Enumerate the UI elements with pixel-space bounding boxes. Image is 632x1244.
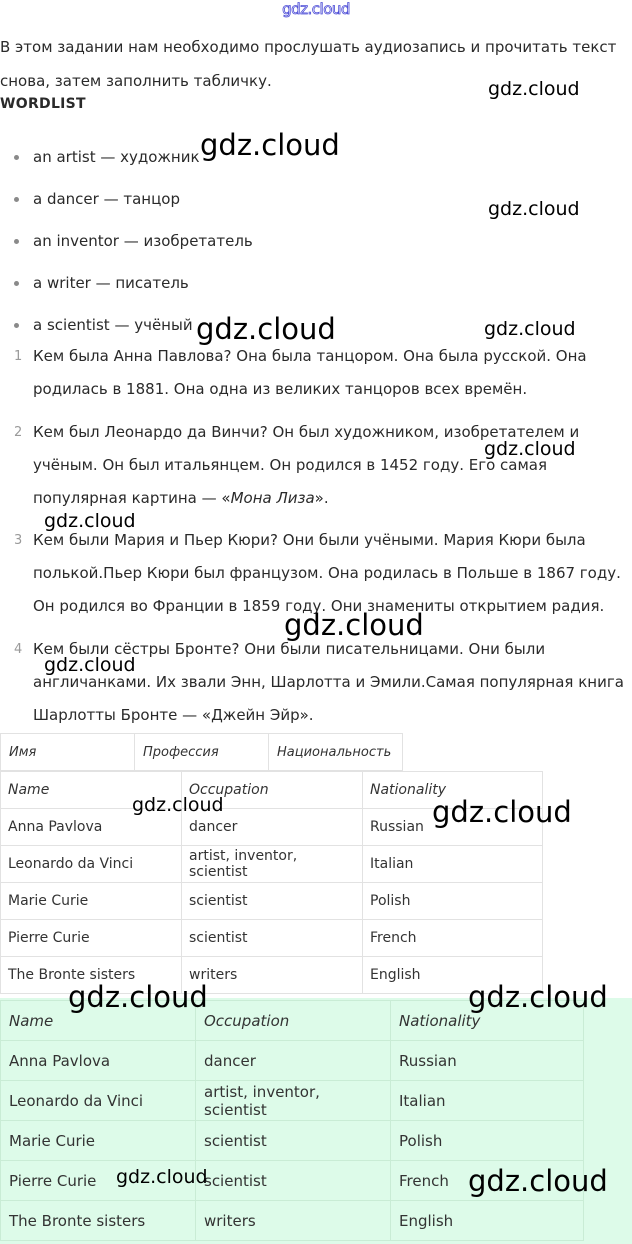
site-watermark-top: gdz.cloud [282,0,350,18]
header-cell: Национальность [269,734,403,771]
paragraph-number: 4 [14,642,23,657]
watermark: gdz.cloud [196,312,336,346]
table-cell: writers [182,957,363,994]
paragraph-number: 1 [14,349,23,364]
table-row [1,1041,584,1081]
watermark: gdz.cloud [484,438,576,460]
wordlist-item: a scientist — учёный [0,312,253,354]
table-row [1,1081,584,1121]
watermark: gdz.cloud [132,794,224,816]
table-cell: writers [196,1201,391,1241]
table-cell: Marie Curie [1,1121,196,1161]
table-cell: dancer [196,1041,391,1081]
table-cell: French [363,920,543,957]
table-cell: Pierre Curie [1,1161,196,1201]
table-cell: The Bronte sisters [1,1201,196,1241]
table-cell: dancer [182,809,363,846]
table-cell: Anna Pavlova [1,1041,196,1081]
table-row [1,846,543,883]
table-cell: Russian [391,1041,584,1081]
table-cell: Pierre Curie [1,920,182,957]
paragraph-text: Кем были Мария и Пьер Кюри? Они были учёными. Мария Кюри была полькой.Пьер Кюри был французом. Она родилась в Польше в 1867 году. Он родился во Франции в 1859 году. Они знамениты открытием радия. [33,531,621,615]
text-paragraph-1 [0,340,632,406]
text-paragraph-4 [0,633,632,732]
table-cell: Polish [391,1121,584,1161]
table-cell: English [363,957,543,994]
watermark: gdz.cloud [484,318,576,340]
paragraph-number: 3 [14,533,23,548]
table-cell: Leonardo da Vinci [1,1081,196,1121]
task-intro: В этом задании нам необходимо прослушать аудиозапись и прочитать текст снова, затем заполнить табличку. [0,38,617,90]
bullet-icon [14,323,19,328]
table-cell: Leonardo da Vinci [1,846,182,883]
bullet-icon [14,155,19,160]
header-cell: Nationality [363,772,543,809]
wordlist-item: an artist — художник [0,144,253,186]
table-cell: Anna Pavlova [1,809,182,846]
table-cell: English [391,1201,584,1241]
table-row [1,1121,584,1161]
table-cell: French [391,1161,584,1201]
text-paragraph-2 [0,416,632,515]
watermark: gdz.cloud [488,198,580,220]
watermark: gdz.cloud [68,980,208,1014]
wordlist-title: WORDLIST [0,96,86,112]
painting-title: Мона Лиза [230,489,315,507]
table-row [1,1201,584,1241]
watermark: gdz.cloud [200,128,340,162]
table-row [1,883,543,920]
table-cell: Marie Curie [1,883,182,920]
wordlist-item: a dancer — танцор [0,186,253,228]
table-cell: scientist [182,920,363,957]
bullet-icon [14,197,19,202]
watermark: gdz.cloud [44,510,136,532]
header-cell: Nationality [391,1001,584,1041]
watermark: gdz.cloud [116,1166,208,1188]
header-cell: Имя [1,734,135,771]
watermark: gdz.cloud [468,980,608,1014]
table-cell: scientist [196,1121,391,1161]
answer-table-highlighted [0,1000,584,1241]
table-cell: artist, inventor, scientist [196,1081,391,1121]
watermark: gdz.cloud [488,78,580,100]
watermark: gdz.cloud [432,795,572,829]
paragraph-text: Кем был Леонардо да Винчи? Он был художником, изобретателем и учёным. Он был итальянцем. Он родился в 1452 году. Его самая популярная картина — «Мона Лиза». [33,423,580,507]
table-cell: artist, inventor, scientist [182,846,363,883]
header-cell: Occupation [182,772,363,809]
wordlist-item: a writer — писатель [0,270,253,312]
header-cell: Name [1,772,182,809]
header-cell: Name [1,1001,196,1041]
watermark: gdz.cloud [44,654,136,676]
watermark: gdz.cloud [284,608,424,642]
table-cell: Italian [363,846,543,883]
paragraph-number: 2 [14,425,23,440]
header-cell: Профессия [135,734,269,771]
russian-header-table [0,733,403,771]
table-cell: Russian [363,809,543,846]
table-cell: Italian [391,1081,584,1121]
bullet-icon [14,281,19,286]
table-cell: The Bronte sisters [1,957,182,994]
paragraph-text: Кем была Анна Павлова? Она была танцором. Она была русской. Она родилась в 1881. Она одна из великих танцоров всех времён. [33,347,587,398]
bullet-icon [14,239,19,244]
watermark: gdz.cloud [468,1164,608,1198]
table-cell: Polish [363,883,543,920]
wordlist-item: an inventor — изобретатель [0,228,253,270]
table-row [1,920,543,957]
table-cell: scientist [196,1161,391,1201]
header-cell: Occupation [196,1001,391,1041]
paragraph-text: Кем были сёстры Бронте? Они были писательницами. Они были англичанками. Их звали Энн, Шарлотта и Эмили.Самая популярная книга Шарлотты Бронте — «Джейн Эйр». [33,640,624,724]
table-cell: scientist [182,883,363,920]
